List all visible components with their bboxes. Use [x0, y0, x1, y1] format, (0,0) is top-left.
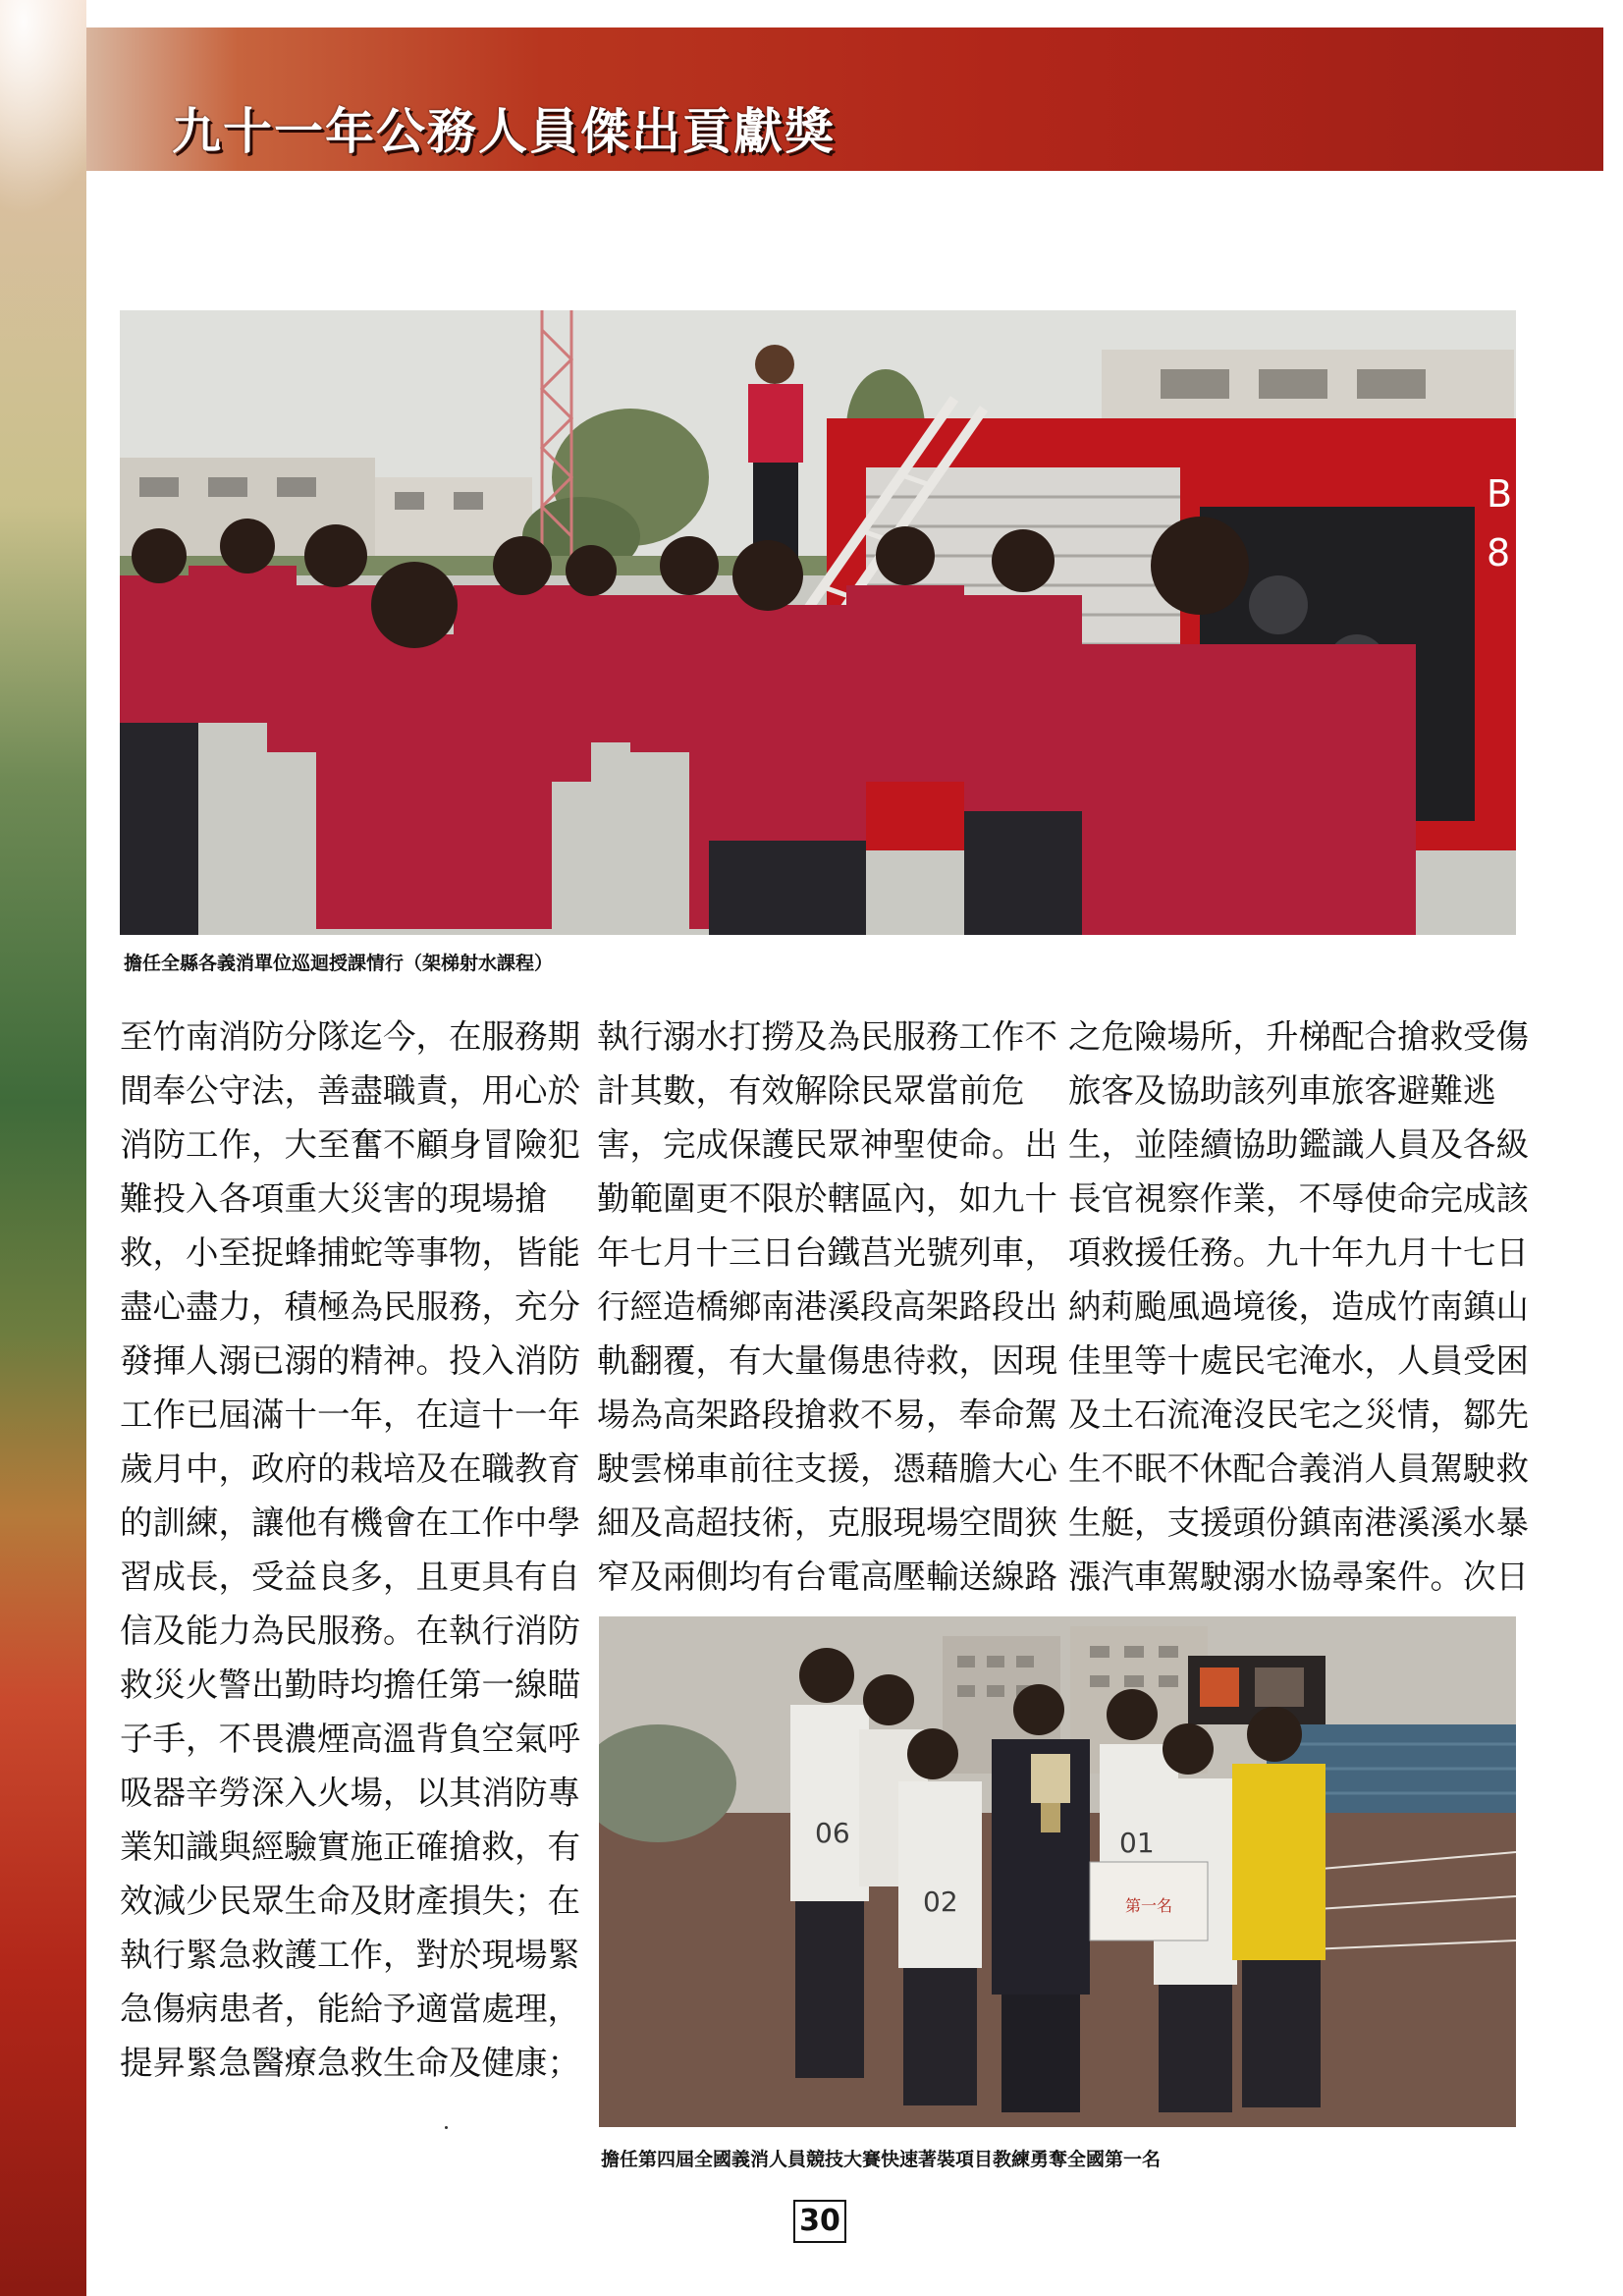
training-photo-caption: 擔任全縣各義消單位巡迴授課情行（架梯射水課程）	[124, 953, 554, 974]
text-line: 長官視察作業，不辱使命完成該	[1068, 1179, 1529, 1218]
text-line: 救災火警出勤時均擔任第一線瞄	[120, 1666, 580, 1704]
text-line: 歲月中，政府的栽培及在職教育	[120, 1449, 580, 1488]
truck-mark-b: B	[1487, 472, 1513, 516]
text-line: 佳里等十處民宅淹水，人員受困	[1068, 1341, 1529, 1380]
body-column-2	[597, 1010, 1057, 1604]
award-photo	[599, 1616, 1516, 2127]
text-line: 窄及兩側均有台電高壓輸送線路	[597, 1558, 1057, 1596]
vest-number: 06	[815, 1817, 850, 1849]
text-line: 漲汽車駕駛溺水協尋案件。次日	[1068, 1558, 1529, 1596]
vest-number: 01	[1119, 1827, 1155, 1859]
text-line: 急傷病患者，能給予適當處理，	[120, 1990, 580, 2028]
text-line: 行經造橋鄉南港溪段高架路段出	[597, 1287, 1057, 1326]
text-line: 勤範圍更不限於轄區內，如九十	[597, 1179, 1057, 1218]
text-line: 救，小至捉蜂捕蛇等事物，皆能	[120, 1233, 580, 1272]
text-line: 業知識與經驗實施正確搶救，有	[120, 1828, 580, 1866]
text-line: 執行緊急救護工作，對於現場緊	[120, 1936, 580, 1974]
text-line: 計其數，有效解除民眾當前危	[597, 1071, 1025, 1110]
text-line: 旅客及協助該列車旅客避難逃	[1068, 1071, 1496, 1110]
text-line: 年七月十三日台鐵莒光號列車，	[597, 1233, 1057, 1272]
text-line: 間奉公守法，善盡職責，用心於	[120, 1071, 580, 1110]
text-line: 子手，不畏濃煙高溫背負空氣呼	[120, 1720, 580, 1758]
text-line: 難投入各項重大災害的現場搶	[120, 1179, 548, 1218]
text-line: 場為高架路段搶救不易，奉命駕	[597, 1395, 1057, 1434]
print-speck	[445, 2126, 448, 2129]
text-line: 執行溺水打撈及為民服務工作不	[597, 1017, 1057, 1056]
text-line: 生不眠不休配合義消人員駕駛救	[1068, 1449, 1529, 1488]
text-line: 之危險場所，升梯配合搶救受傷	[1068, 1017, 1529, 1056]
award-photo-caption: 擔任第四屆全國義消人員競技大賽快速著裝項目教練勇奪全國第一名	[601, 2149, 1162, 2170]
truck-mark-8: 8	[1487, 531, 1511, 574]
certificate-text: 第一名	[1124, 1896, 1173, 1915]
text-line: 軌翻覆，有大量傷患待救，因現	[597, 1341, 1057, 1380]
text-line: 習成長，受益良多，且更具有自	[120, 1558, 580, 1596]
text-line: 至竹南消防分隊迄今，在服務期	[120, 1017, 580, 1056]
text-line: 提昇緊急醫療急救生命及健康；	[120, 2044, 580, 2082]
vest-number: 02	[923, 1886, 958, 1918]
text-line: 細及高超技術，克服現場空間狹	[597, 1503, 1057, 1542]
text-line: 發揮人溺已溺的精神。投入消防	[120, 1341, 580, 1380]
text-line: 害，完成保護民眾神聖使命。出	[597, 1125, 1057, 1164]
text-line: 生艇，支援頭份鎮南港溪溪水暴	[1068, 1503, 1529, 1542]
text-line: 盡心盡力，積極為民服務，充分	[120, 1287, 580, 1326]
training-photo-illustration	[120, 310, 1516, 935]
text-line: 效減少民眾生命及財產損失；在	[120, 1882, 580, 1920]
left-decorative-strip	[0, 0, 86, 2296]
text-line: 生，並陸續協助鑑識人員及各級	[1068, 1125, 1529, 1164]
text-line: 信及能力為民服務。在執行消防	[120, 1612, 580, 1650]
text-line: 項救援任務。九十年九月十七日	[1068, 1233, 1529, 1272]
award-photo-illustration	[599, 1616, 1516, 2127]
text-line: 的訓練，讓他有機會在工作中學	[120, 1503, 580, 1542]
page-title: 九十一年公務人員傑出貢獻獎	[172, 103, 836, 160]
training-photo	[120, 310, 1516, 935]
body-column-3	[1068, 1010, 1529, 1604]
body-column-1	[120, 1010, 580, 2090]
text-line: 納莉颱風過境後，造成竹南鎮山	[1068, 1287, 1529, 1326]
page-number: 30	[793, 2200, 846, 2243]
text-line: 及土石流淹沒民宅之災情，鄒先	[1068, 1395, 1529, 1434]
text-line: 吸器辛勞深入火場，以其消防專	[120, 1774, 580, 1812]
text-line: 工作已屆滿十一年，在這十一年	[120, 1395, 580, 1434]
text-line: 消防工作，大至奮不顧身冒險犯	[120, 1125, 580, 1164]
text-line: 駛雲梯車前往支援，憑藉膽大心	[597, 1449, 1057, 1488]
